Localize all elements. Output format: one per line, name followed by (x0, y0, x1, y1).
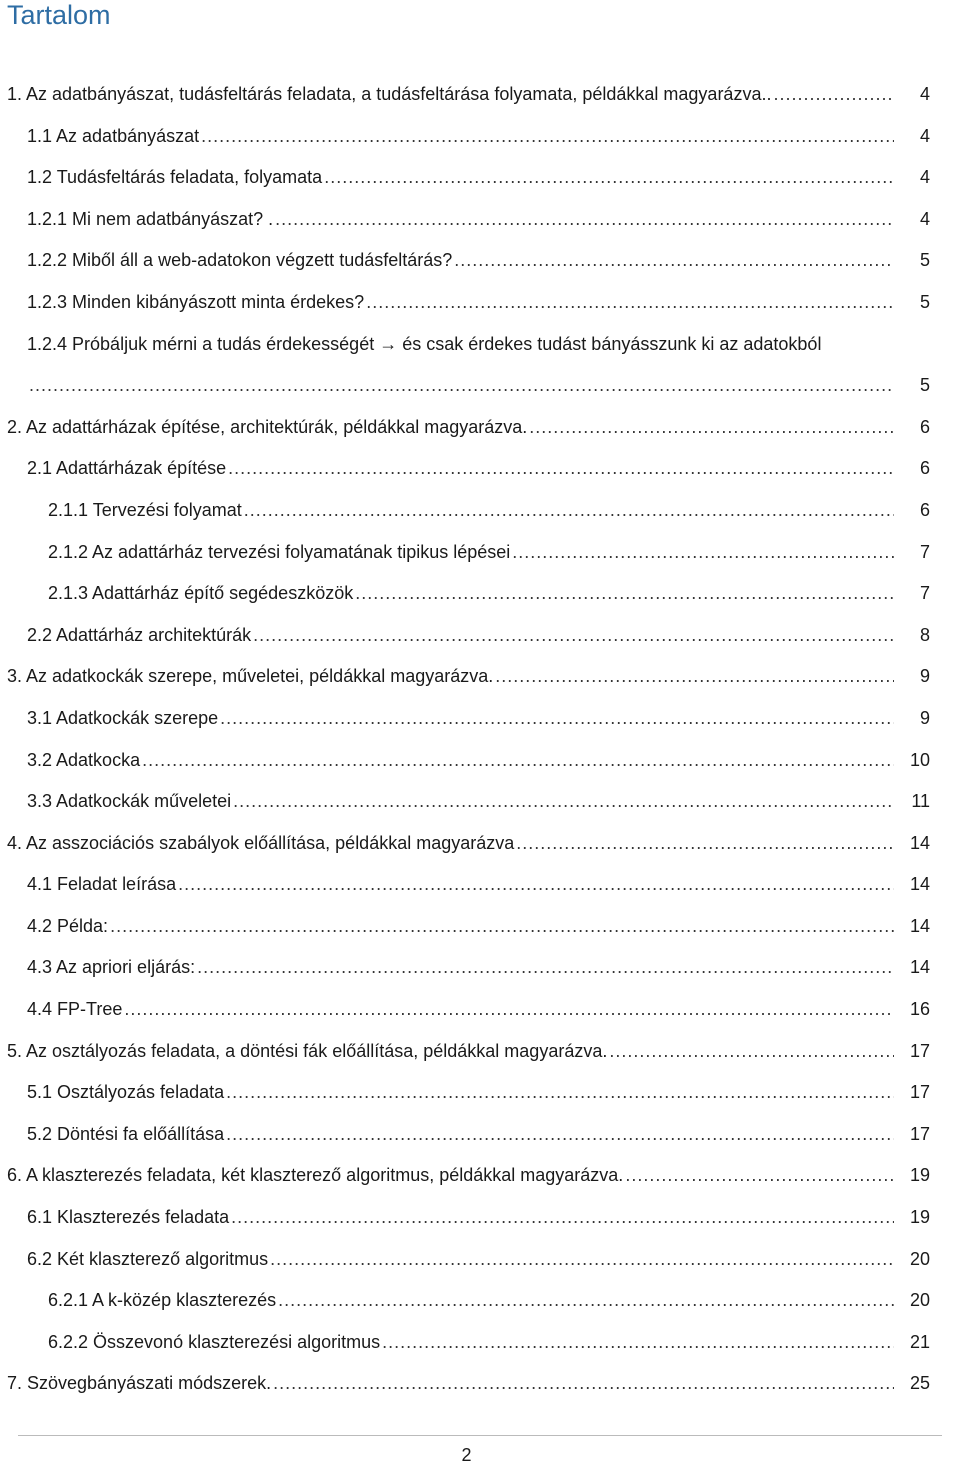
toc-leader-dots (366, 291, 894, 313)
toc-entry-page: 25 (909, 1373, 930, 1394)
toc-entry-label: 1.1 Az adatbányászat (27, 125, 200, 146)
toc-entry-page: 6 (919, 458, 930, 479)
toc-leader-dots (355, 582, 894, 604)
toc-entry-label: 2. Az adattárházak építése, architektúrák, példákkal magyarázva. (7, 416, 528, 437)
toc-entry[interactable] (0, 83, 960, 125)
toc-entry[interactable] (0, 1123, 960, 1165)
toc-entry-page: 10 (909, 749, 930, 770)
toc-entry-label: 2.1.2 Az adattárház tervezési folyamatának tipikus lépései (48, 541, 511, 562)
toc-entry[interactable] (0, 1372, 960, 1414)
toc-entry[interactable] (0, 1164, 960, 1206)
toc-entry[interactable] (0, 956, 960, 998)
toc-leader-dots (516, 832, 894, 854)
toc-leader-dots (529, 416, 894, 438)
toc-leader-dots (178, 873, 894, 895)
toc-leader-dots (275, 208, 894, 230)
toc-leader-dots (231, 1206, 894, 1228)
toc-entry[interactable] (0, 249, 960, 291)
toc-entry-label: 5.2 Döntési fa előállítása (27, 1123, 225, 1144)
toc-entry-page: 4 (919, 167, 930, 188)
toc-entry-page: 4 (919, 208, 930, 229)
toc-entry-label: 6.2.2 Összevonó klaszterezési algoritmus (48, 1331, 381, 1352)
toc-entry[interactable] (0, 1331, 960, 1373)
toc-entry-label: 4.3 Az apriori eljárás: (27, 957, 196, 978)
toc-entry-label: 4.2 Példa: (27, 915, 109, 936)
toc-leader-dots (273, 1372, 894, 1394)
toc-entry-label: 5.1 Osztályozás feladata (27, 1082, 225, 1103)
toc-entry-label: 4.1 Feladat leírása (27, 874, 177, 895)
toc-entry[interactable] (0, 499, 960, 541)
toc-entry[interactable] (0, 582, 960, 624)
toc-entry-continuation[interactable] (0, 374, 960, 416)
toc-entry-page: 14 (909, 832, 930, 853)
toc-entry-label: 3.2 Adatkocka (27, 749, 141, 770)
toc-entry[interactable] (0, 541, 960, 583)
toc-entry-label: 6.2.1 A k-közép klaszterezés (48, 1290, 277, 1311)
table-of-contents (0, 83, 960, 1414)
toc-leader-dots (278, 1289, 894, 1311)
toc-entry-label: 6. A klaszterezés feladata, két klaszterező algoritmus, példákkal magyarázva. (7, 1165, 624, 1186)
toc-leader-dots (29, 374, 894, 396)
toc-entry[interactable] (0, 832, 960, 874)
toc-entry[interactable] (0, 915, 960, 957)
toc-entry-label: 2.1.3 Adattárház építő segédeszközök (48, 583, 354, 604)
toc-entry-label: 5. Az osztályozás feladata, a döntési fák előállítása, példákkal magyarázva. (7, 1040, 608, 1061)
toc-entry[interactable] (0, 208, 960, 250)
toc-entry[interactable] (0, 1289, 960, 1331)
toc-entry-page: 19 (909, 1165, 930, 1186)
toc-entry-label: 2.1 Adattárházak építése (27, 458, 227, 479)
toc-entry-label: 1.2.2 Miből áll a web-adatokon végzett tudásfeltárás? (27, 250, 453, 271)
toc-entry-page: 20 (909, 1248, 930, 1269)
toc-entry-label: 6.2 Két klaszterező algoritmus (27, 1248, 269, 1269)
toc-leader-dots (142, 749, 894, 771)
toc-entry[interactable] (0, 707, 960, 749)
toc-entry[interactable] (0, 1081, 960, 1123)
toc-entry[interactable] (0, 749, 960, 791)
toc-leader-dots (226, 1081, 894, 1103)
toc-entry-label: 1.2.4 Próbáljuk mérni a tudás érdekességét → és csak érdekes tudást bányásszunk ki az adatokból (27, 333, 822, 354)
toc-entry[interactable] (0, 790, 960, 832)
toc-entry-label: 7. Szövegbányászati módszerek. (7, 1373, 272, 1394)
toc-entry-page: 5 (919, 375, 930, 396)
toc-entry[interactable] (0, 333, 960, 375)
toc-entry-label: 6.1 Klaszterezés feladata (27, 1207, 230, 1228)
toc-entry-page: 5 (919, 250, 930, 271)
toc-leader-dots (382, 1331, 894, 1353)
toc-entry-page: 6 (919, 499, 930, 520)
toc-leader-dots (244, 499, 894, 521)
toc-entry-label: 1.2.3 Minden kibányászott minta érdekes? (27, 291, 365, 312)
toc-leader-dots (226, 1123, 894, 1145)
page-number: 2 (461, 1445, 472, 1465)
toc-entry-label: 4. Az asszociációs szabályok előállítása, példákkal magyarázva (7, 832, 515, 853)
toc-leader-dots (773, 83, 894, 105)
toc-entry[interactable] (0, 166, 960, 208)
toc-entry-label: 3. Az adatkockák szerepe, műveletei, példákkal magyarázva. (7, 666, 494, 687)
toc-leader-dots (512, 541, 894, 563)
toc-entry-page: 20 (909, 1290, 930, 1311)
toc-entry-label: 3.3 Adatkockák műveletei (27, 791, 232, 812)
toc-leader-dots (220, 707, 894, 729)
toc-entry-page: 9 (919, 666, 930, 687)
toc-entry[interactable] (0, 873, 960, 915)
toc-entry[interactable] (0, 125, 960, 167)
toc-entry-label: 3.1 Adatkockák szerepe (27, 707, 219, 728)
toc-entry-page: 14 (909, 957, 930, 978)
toc-leader-dots (228, 457, 894, 479)
toc-entry-page: 16 (909, 999, 930, 1020)
toc-entry-page: 9 (919, 707, 930, 728)
toc-leader-dots (625, 1164, 894, 1186)
toc-leader-dots (270, 1248, 894, 1270)
toc-entry-label: 1. Az adatbányászat, tudásfeltárás feladata, a tudásfeltárása folyamata, példákkal magyarázva.. (7, 84, 772, 104)
toc-entry-page: 19 (909, 1207, 930, 1228)
toc-leader-dots (253, 624, 894, 646)
toc-leader-dots (233, 790, 894, 812)
toc-leader-dots (124, 998, 894, 1020)
toc-entry-page: 14 (909, 874, 930, 895)
toc-entry-page: 14 (909, 915, 930, 936)
toc-entry-label: 1.2.1 Mi nem adatbányászat? . (27, 208, 274, 229)
toc-leader-dots (110, 915, 894, 937)
toc-entry-label: 2.1.1 Tervezési folyamat (48, 499, 242, 520)
toc-entry-label: 4.4 FP-Tree (27, 999, 123, 1020)
toc-leader-dots (495, 665, 894, 687)
toc-entry-page: 4 (919, 84, 930, 104)
toc-entry-page: 17 (909, 1040, 930, 1061)
toc-leader-dots (324, 166, 894, 188)
toc-leader-dots (454, 249, 894, 271)
toc-entry[interactable] (0, 1206, 960, 1248)
toc-entry[interactable] (0, 665, 960, 707)
toc-entry-page: 21 (909, 1331, 930, 1352)
toc-entry-page: 17 (909, 1123, 930, 1144)
toc-leader-dots (201, 125, 894, 147)
toc-entry-page: 11 (911, 791, 930, 812)
toc-entry[interactable] (0, 291, 960, 333)
toc-entry-page: 7 (919, 583, 930, 604)
toc-entry-page: 17 (909, 1082, 930, 1103)
footer-divider (18, 1435, 942, 1436)
toc-entry[interactable] (0, 1248, 960, 1290)
toc-entry-page: 7 (919, 541, 930, 562)
toc-entry[interactable] (0, 624, 960, 666)
toc-entry-label: 2.2 Adattárház architektúrák (27, 624, 252, 645)
toc-entry[interactable] (0, 416, 960, 458)
toc-heading: Tartalom (7, 0, 111, 30)
toc-entry-label: 1.2 Tudásfeltárás feladata, folyamata (27, 167, 323, 188)
toc-entry[interactable] (0, 457, 960, 499)
toc-leader-dots (609, 1040, 894, 1062)
toc-leader-dots (197, 956, 894, 978)
toc-entry-page: 5 (919, 291, 930, 312)
toc-entry-page: 8 (919, 624, 930, 645)
toc-entry[interactable] (0, 1040, 960, 1082)
toc-entry[interactable] (0, 998, 960, 1040)
toc-entry-page: 6 (919, 416, 930, 437)
toc-entry-page: 4 (919, 125, 930, 146)
